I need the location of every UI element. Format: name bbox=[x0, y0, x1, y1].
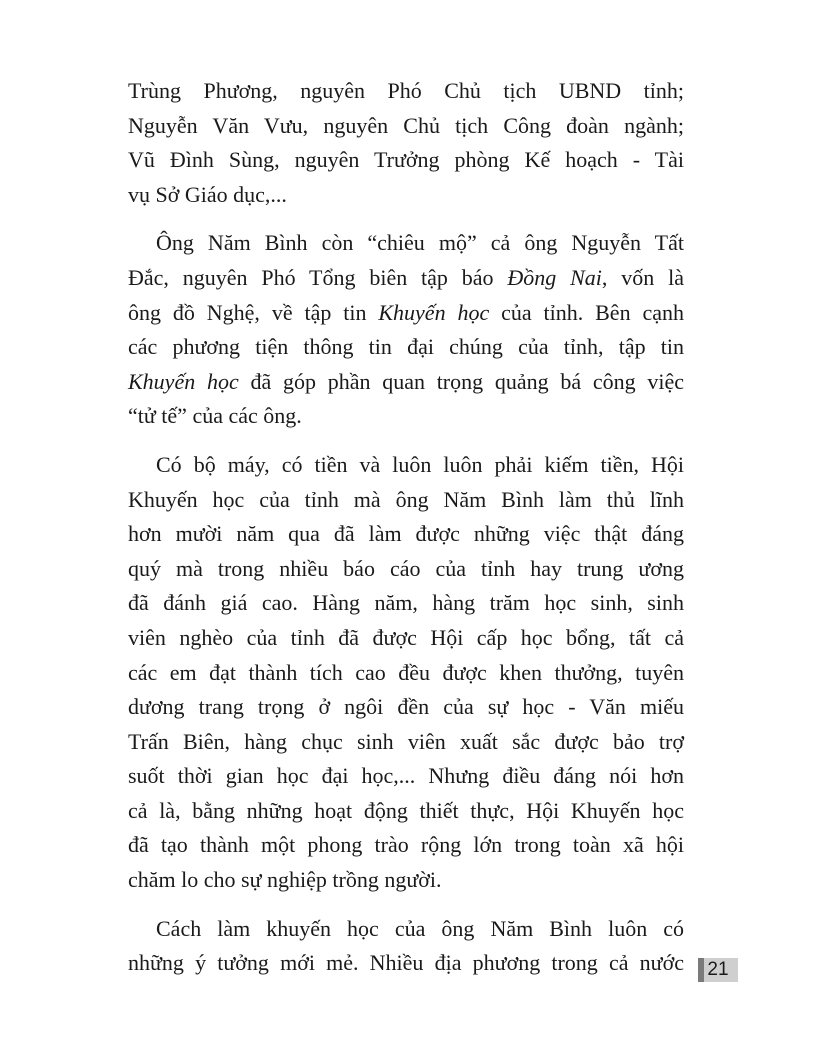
text-line: suốt thời gian học đại học,... Nhưng điều đáng nói hơn bbox=[128, 763, 684, 789]
text-line: các em đạt thành tích cao đều được khen thưởng, tuyên bbox=[128, 659, 684, 685]
paragraph-4 bbox=[128, 912, 684, 981]
newspaper-title: Đồng Nai bbox=[507, 264, 602, 290]
text-line bbox=[128, 365, 684, 400]
text-line: Trấn Biên, hàng chục sinh viên xuất sắc được bảo trợ bbox=[128, 728, 684, 754]
text-line: các phương tiện thông tin đại chúng của tỉnh, tập tin bbox=[128, 334, 684, 360]
text-line: đã đánh giá cao. Hàng năm, hàng trăm học sinh, sinh bbox=[128, 590, 684, 616]
text-line bbox=[128, 296, 684, 331]
text-line: Có bộ máy, có tiền và luôn luôn phải kiếm tiền, Hội bbox=[156, 451, 684, 477]
text-line: Cách làm khuyến học của ông Năm Bình luôn có bbox=[156, 915, 684, 941]
text-line: Khuyến học của tỉnh mà ông Năm Bình làm thủ lĩnh bbox=[128, 486, 684, 512]
text-run: ông đồ Nghệ, về tập tin bbox=[128, 299, 379, 325]
text-line: Ông Năm Bình còn “chiêu mộ” cả ông Nguyễn Tất bbox=[156, 230, 684, 256]
text-line: viên nghèo của tỉnh đã được Hội cấp học bổng, tất cả bbox=[128, 624, 684, 650]
text-run: của tỉnh. Bên cạnh bbox=[489, 299, 684, 325]
body-text bbox=[128, 74, 684, 995]
text-line: “tử tế” của các ông. bbox=[128, 403, 302, 429]
text-line: vụ Sở Giáo dục,... bbox=[128, 181, 287, 207]
text-run: , vốn là bbox=[601, 264, 684, 290]
text-run: đã góp phần quan trọng quảng bá công việc bbox=[238, 368, 685, 394]
paragraph-1 bbox=[128, 74, 684, 212]
text-line: quý mà trong nhiều báo cáo của tỉnh hay trung ương bbox=[128, 555, 684, 581]
text-line: Trùng Phương, nguyên Phó Chủ tịch UBND tỉnh; bbox=[128, 78, 684, 103]
paragraph-3 bbox=[128, 448, 684, 898]
text-line: dương trang trọng ở ngôi đền của sự học - Văn miếu bbox=[128, 694, 684, 720]
publication-title: Khuyến học bbox=[128, 368, 239, 394]
publication-title: Khuyến học bbox=[378, 299, 490, 325]
text-line: chăm lo cho sự nghiệp trồng người. bbox=[128, 867, 442, 893]
text-line: Vũ Đình Sùng, nguyên Trưởng phòng Kế hoạch - Tài bbox=[128, 147, 684, 173]
text-run: Đắc, nguyên Phó Tổng biên tập báo bbox=[128, 264, 508, 290]
text-line: cả là, bằng những hoạt động thiết thực, Hội Khuyến học bbox=[128, 797, 684, 823]
text-line: Nguyễn Văn Vưu, nguyên Chủ tịch Công đoàn ngành; bbox=[128, 112, 684, 138]
text-line: hơn mười năm qua đã làm được những việc thật đáng bbox=[128, 521, 684, 547]
text-line: những ý tưởng mới mẻ. Nhiều địa phương trong cả nước bbox=[128, 950, 684, 976]
text-line bbox=[128, 261, 684, 296]
text-line: đã tạo thành một phong trào rộng lớn trong toàn xã hội bbox=[128, 832, 684, 858]
paragraph-2 bbox=[128, 226, 684, 434]
page-number: 21 bbox=[698, 958, 738, 982]
